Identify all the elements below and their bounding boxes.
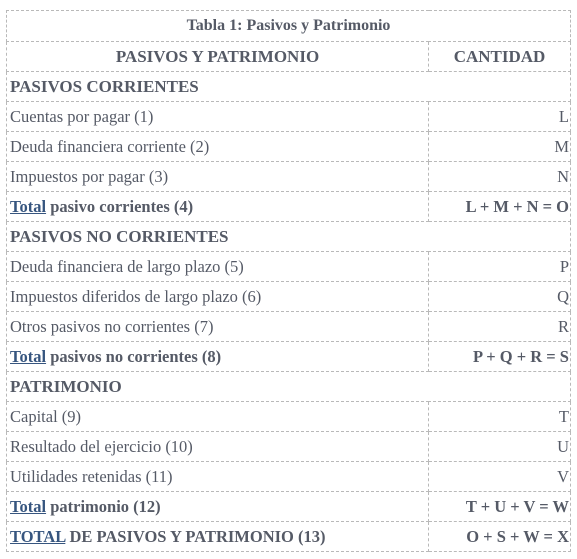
row-amount: M — [429, 132, 571, 162]
total-link[interactable]: Total — [10, 196, 47, 216]
header-row — [7, 42, 571, 72]
row-label: Resultado del ejercicio (10) — [7, 432, 429, 462]
section-title: PASIVOS NO CORRIENTES — [7, 222, 571, 252]
caption-row — [7, 11, 571, 42]
total-row — [7, 192, 571, 222]
row-amount: R — [429, 312, 571, 342]
grand-total-label — [7, 522, 429, 552]
total-label-rest: patrimonio (12) — [46, 496, 161, 516]
table-row — [7, 312, 571, 342]
total-row — [7, 492, 571, 522]
liabilities-equity-table — [6, 10, 571, 552]
row-label: Utilidades retenidas (11) — [7, 462, 429, 492]
row-label: Otros pasivos no corrientes (7) — [7, 312, 429, 342]
section-row-current-liabilities — [7, 72, 571, 102]
row-amount: N — [429, 162, 571, 192]
total-label-rest: pasivo corrientes (4) — [46, 196, 194, 216]
total-label — [7, 492, 429, 522]
row-label: Deuda financiera de largo plazo (5) — [7, 252, 429, 282]
total-label — [7, 192, 429, 222]
row-label: Deuda financiera corriente (2) — [7, 132, 429, 162]
grand-total-label-rest: DE PASIVOS Y PATRIMONIO (13) — [65, 526, 326, 546]
grand-total-link[interactable]: TOTAL — [10, 526, 66, 546]
section-title: PASIVOS CORRIENTES — [7, 72, 571, 102]
total-link[interactable]: Total — [10, 346, 47, 366]
row-amount: U — [429, 432, 571, 462]
total-row — [7, 342, 571, 372]
grand-total-amount: O + S + W = X — [429, 522, 571, 552]
table-row — [7, 132, 571, 162]
total-amount: T + U + V = W — [429, 492, 571, 522]
table-row — [7, 282, 571, 312]
total-amount: P + Q + R = S — [429, 342, 571, 372]
row-label: Capital (9) — [7, 402, 429, 432]
row-label: Cuentas por pagar (1) — [7, 102, 429, 132]
total-amount: L + M + N = O — [429, 192, 571, 222]
total-link[interactable]: Total — [10, 496, 47, 516]
header-concept: PASIVOS Y PATRIMONIO — [7, 42, 429, 72]
row-amount: V — [429, 462, 571, 492]
table-row — [7, 252, 571, 282]
row-amount: Q — [429, 282, 571, 312]
row-amount: T — [429, 402, 571, 432]
section-row-noncurrent-liabilities — [7, 222, 571, 252]
liabilities-equity-table-wrapper — [6, 10, 570, 552]
table-row — [7, 162, 571, 192]
grand-total-row — [7, 522, 571, 552]
row-amount: L — [429, 102, 571, 132]
table-row — [7, 432, 571, 462]
total-label-rest: pasivos no corrientes (8) — [46, 346, 222, 366]
table-row — [7, 402, 571, 432]
section-title: PATRIMONIO — [7, 372, 571, 402]
row-label: Impuestos diferidos de largo plazo (6) — [7, 282, 429, 312]
total-label — [7, 342, 429, 372]
table-row — [7, 102, 571, 132]
header-amount: CANTIDAD — [429, 42, 571, 72]
section-row-equity — [7, 372, 571, 402]
table-caption: Tabla 1: Pasivos y Patrimonio — [7, 11, 571, 42]
row-label: Impuestos por pagar (3) — [7, 162, 429, 192]
table-row — [7, 462, 571, 492]
row-amount: P — [429, 252, 571, 282]
